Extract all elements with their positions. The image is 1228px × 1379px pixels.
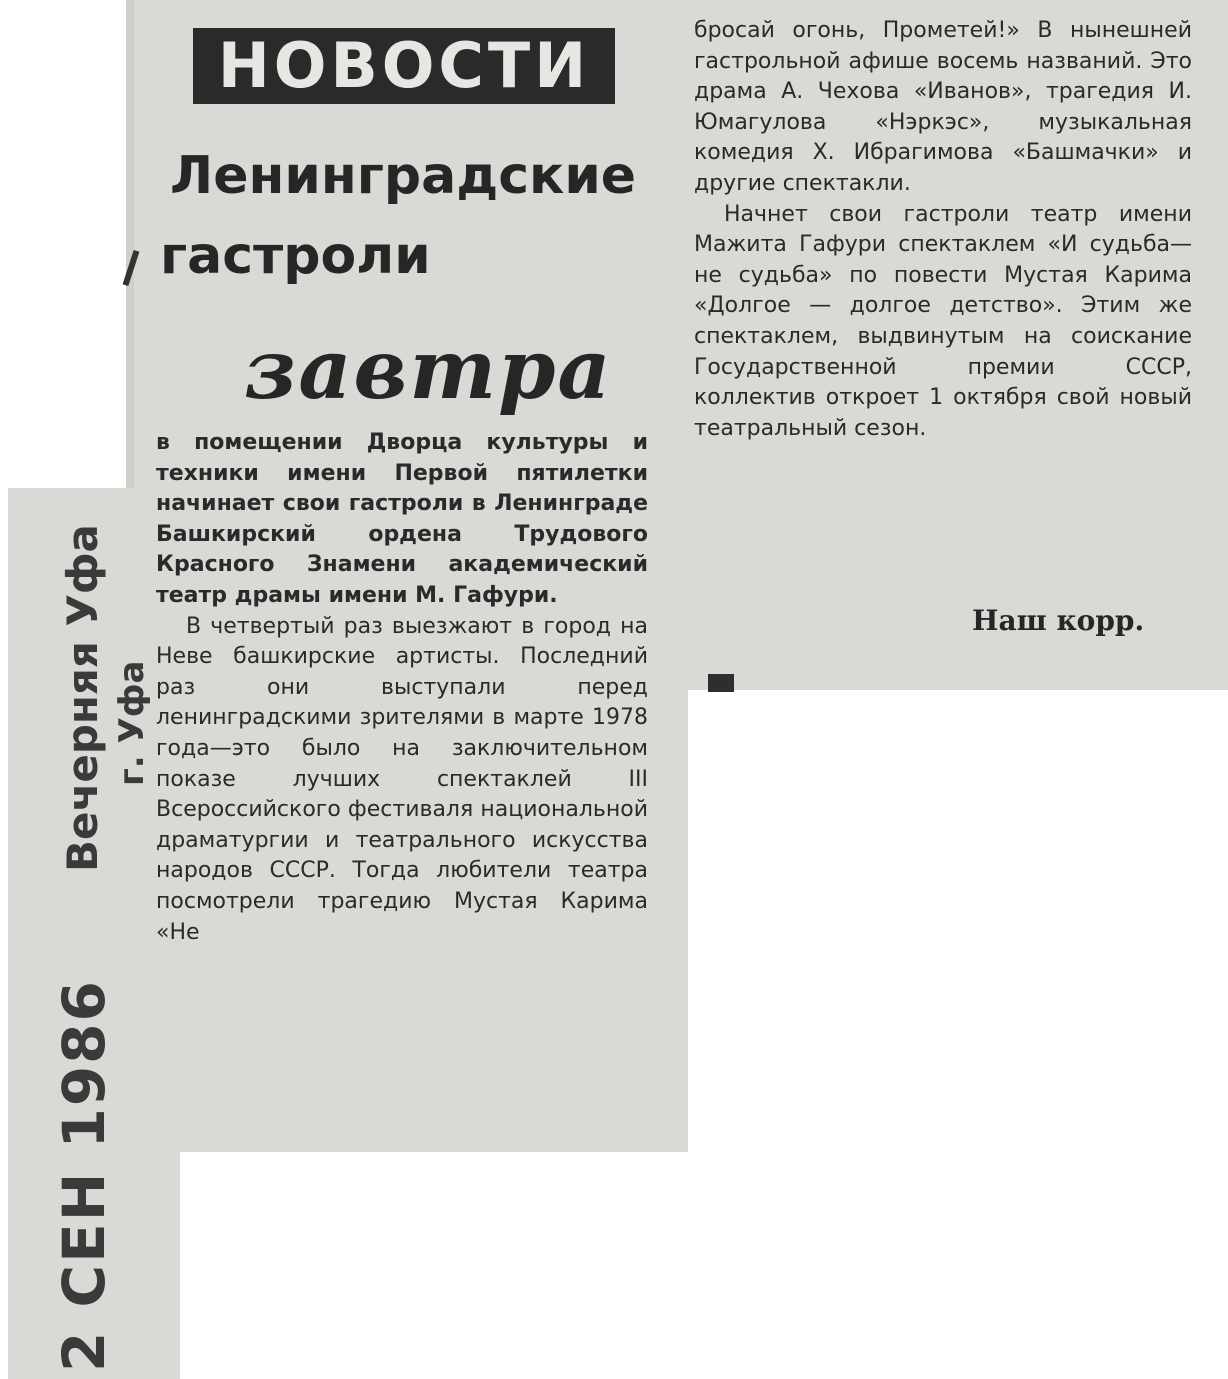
date-stamp: 2 СЕН 1986: [50, 979, 118, 1372]
article-lead-paragraph: в помещении Дворца культуры и техники имени Первой пятилетки начинает свои гастроли в Ленинграде Башкирский ордена Трудового Красного Знамени академический театр драмы имени М. Гафури.: [156, 430, 648, 608]
section-heading: НОВОСТИ: [193, 28, 615, 104]
city-stamp: г. Уфа: [112, 660, 152, 786]
headline-line-2: гастроли: [160, 226, 431, 286]
article-paragraph-2: В четвертый раз выезжают в город на Неве башкирские артисты. Последний раз они выступали перед ленинградскими зрителями в марте 1978 года—это было на заключительном показе лучших спектаклей III Всероссийского фестиваля национальной драматургии и театрального искусства народов СССР. Тогда любители театра посмотрели трагедию Мустая Карима «Не: [156, 613, 648, 945]
article-byline: Наш корр.: [972, 604, 1145, 637]
article-left-column: [156, 428, 648, 948]
article-paragraph-3: бросай огонь, Прометей!» В нынешней гастрольной афише восемь названий. Это драма А. Чехова «Иванов», трагедия И. Юмагулова «Нэркэс», музыкальная комедия Х. Ибрагимова «Башмачки» и другие спектакли.: [694, 18, 1192, 196]
next-article-fragment: [708, 674, 734, 692]
headline-line-3: завтра: [244, 322, 613, 418]
newspaper-name-stamp: Вечерняя Уфа: [58, 524, 107, 872]
article-paragraph-4: Начнет свои гастроли театр имени Мажита Гафури спектаклем «И судьба—не судьба» по повести Мустая Карима «Долгое — долгое детство». Этим же спектаклем, выдвинутым на соискание Государственной премии СССР, коллектив откроет 1 октября свой новый театральный сезон.: [694, 201, 1192, 441]
article-right-column: [694, 16, 1192, 444]
paper-fold-shadow: [126, 0, 134, 488]
headline-line-1: Ленинградские: [170, 146, 637, 206]
